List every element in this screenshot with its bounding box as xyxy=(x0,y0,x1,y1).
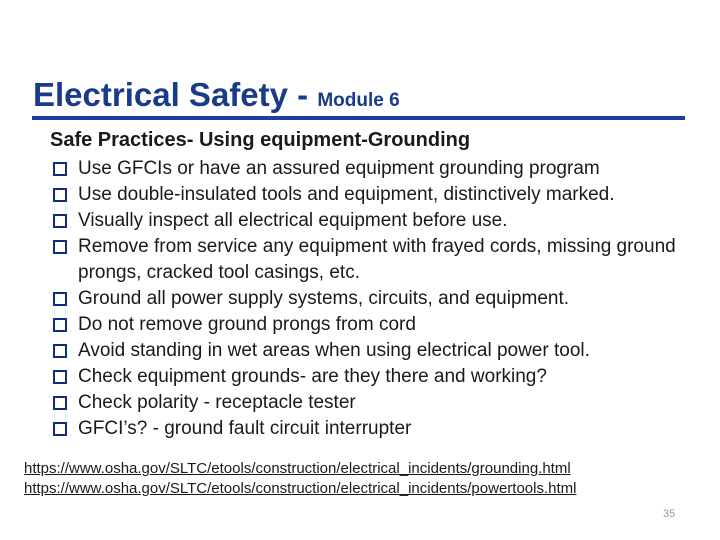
bullet-item xyxy=(53,416,713,442)
title-module: Module 6 xyxy=(317,90,400,111)
bullet-item xyxy=(53,390,713,416)
page-number: 35 xyxy=(663,508,676,520)
bullet-item xyxy=(53,338,713,364)
bullet-item xyxy=(53,312,713,338)
bullet-text: Ground all power supply systems, circuits, and equipment. xyxy=(78,288,570,309)
bullet-list xyxy=(53,156,713,442)
bullet-item xyxy=(53,234,713,286)
bullet-item xyxy=(53,208,713,234)
bullet-text: Avoid standing in wet areas when using electrical power tool. xyxy=(78,340,590,361)
title-divider xyxy=(32,116,685,120)
bullet-item xyxy=(53,286,713,312)
grounding-link[interactable]: https://www.osha.gov/SLTC/etools/construction/electrical_incidents/grounding.html xyxy=(24,460,571,477)
checkbox-bullet-icon xyxy=(53,396,67,410)
checkbox-bullet-icon xyxy=(53,318,67,332)
checkbox-bullet-icon xyxy=(53,292,67,306)
slide-title xyxy=(33,78,400,111)
bullet-text: Do not remove ground prongs from cord xyxy=(78,314,416,335)
bullet-item xyxy=(53,182,713,208)
checkbox-bullet-icon xyxy=(53,188,67,202)
checkbox-bullet-icon xyxy=(53,162,67,176)
bullet-text: Check polarity - receptacle tester xyxy=(78,392,356,413)
bullet-text: Check equipment grounds- are they there and working? xyxy=(78,366,547,387)
title-main: Electrical Safety - xyxy=(33,76,318,113)
checkbox-bullet-icon xyxy=(53,344,67,358)
reference-links xyxy=(24,459,576,499)
bullet-text: Remove from service any equipment with frayed cords, missing ground prongs, cracked tool casings, etc. xyxy=(78,236,676,283)
bullet-text: Visually inspect all electrical equipment before use. xyxy=(78,210,508,231)
powertools-link[interactable]: https://www.osha.gov/SLTC/etools/construction/electrical_incidents/powertools.html xyxy=(24,480,577,497)
checkbox-bullet-icon xyxy=(53,240,67,254)
bullet-text: GFCI’s? - ground fault circuit interrupter xyxy=(78,418,412,439)
bullet-text: Use GFCIs or have an assured equipment grounding program xyxy=(78,158,600,179)
checkbox-bullet-icon xyxy=(53,370,67,384)
section-subheading: Safe Practices- Using equipment-Grounding xyxy=(50,129,471,151)
bullet-item xyxy=(53,364,713,390)
checkbox-bullet-icon xyxy=(53,422,67,436)
bullet-text: Use double-insulated tools and equipment, distinctively marked. xyxy=(78,184,615,205)
bullet-item xyxy=(53,156,713,182)
checkbox-bullet-icon xyxy=(53,214,67,228)
